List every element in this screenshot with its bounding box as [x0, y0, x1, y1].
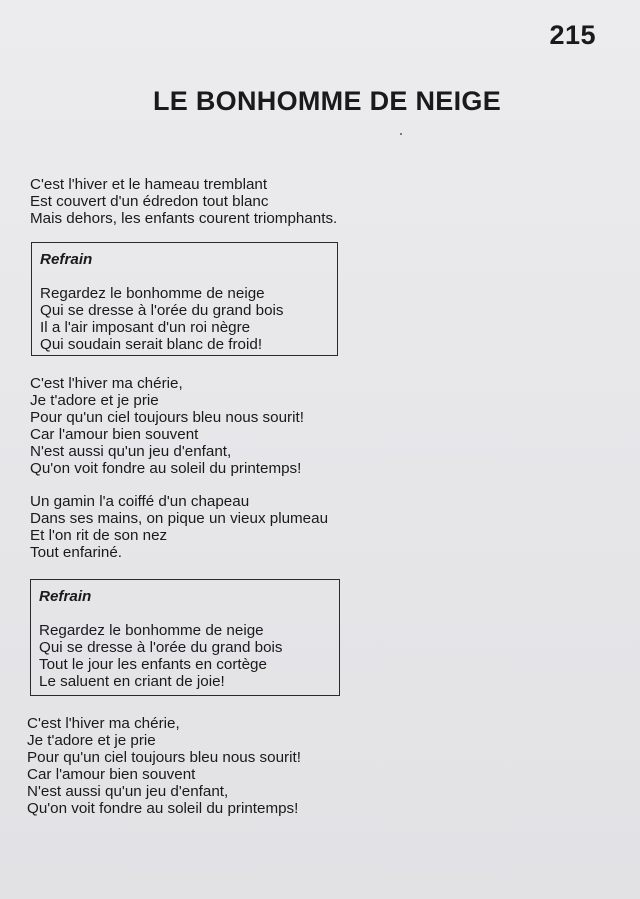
refrain-line: Tout le jour les enfants en cortège [39, 656, 267, 673]
stanza-1 [30, 176, 337, 227]
stanza-line: Pour qu'un ciel toujours bleu nous sourit! [27, 749, 301, 766]
page-number: 215 [549, 20, 596, 50]
stanza-line: Je t'adore et je prie [30, 392, 159, 409]
refrain-line: Regardez le bonhomme de neige [40, 285, 265, 302]
stanza-line: Qu'on voit fondre au soleil du printemps! [30, 460, 302, 477]
stanza-line: Mais dehors, les enfants courent triomphants. [30, 210, 338, 227]
stanza-line: Tout enfariné. [30, 544, 123, 561]
stanza-line: Et l'on rit de son nez [30, 527, 168, 544]
refrain-line: Qui soudain serait blanc de froid! [40, 336, 263, 353]
refrain-box-1 [31, 242, 338, 356]
refrain-box-2 [30, 579, 340, 696]
stanza-line: Dans ses mains, on pique un vieux plumeau [30, 510, 329, 527]
refrain-label: Refrain [40, 251, 93, 268]
refrain-line: Qui se dresse à l'orée du grand bois [40, 302, 284, 319]
print-speck [400, 133, 402, 135]
stanza-3 [30, 493, 328, 561]
stanza-line: Est couvert d'un édredon tout blanc [30, 193, 269, 210]
refrain-line: Regardez le bonhomme de neige [39, 622, 264, 639]
stanza-line: Car l'amour bien souvent [27, 766, 196, 783]
stanza-line: C'est l'hiver et le hameau tremblant [30, 176, 268, 193]
stanza-line: C'est l'hiver ma chérie, [27, 715, 180, 732]
stanza-line: N'est aussi qu'un jeu d'enfant, [30, 443, 232, 460]
stanza-4 [27, 715, 301, 817]
stanza-line: Car l'amour bien souvent [30, 426, 199, 443]
song-title: LE BONHOMME DE NEIGE [152, 86, 502, 116]
refrain-line: Il a l'air imposant d'un roi nègre [40, 319, 251, 336]
refrain-line: Qui se dresse à l'orée du grand bois [39, 639, 283, 656]
stanza-2 [30, 375, 304, 477]
refrain-label: Refrain [39, 588, 92, 605]
stanza-line: N'est aussi qu'un jeu d'enfant, [27, 783, 229, 800]
stanza-line: Qu'on voit fondre au soleil du printemps! [27, 800, 299, 817]
stanza-line: Un gamin l'a coiffé d'un chapeau [30, 493, 250, 510]
stanza-line: C'est l'hiver ma chérie, [30, 375, 183, 392]
stanza-line: Pour qu'un ciel toujours bleu nous sourit! [30, 409, 304, 426]
refrain-line: Le saluent en criant de joie! [39, 673, 225, 690]
stanza-line: Je t'adore et je prie [27, 732, 156, 749]
